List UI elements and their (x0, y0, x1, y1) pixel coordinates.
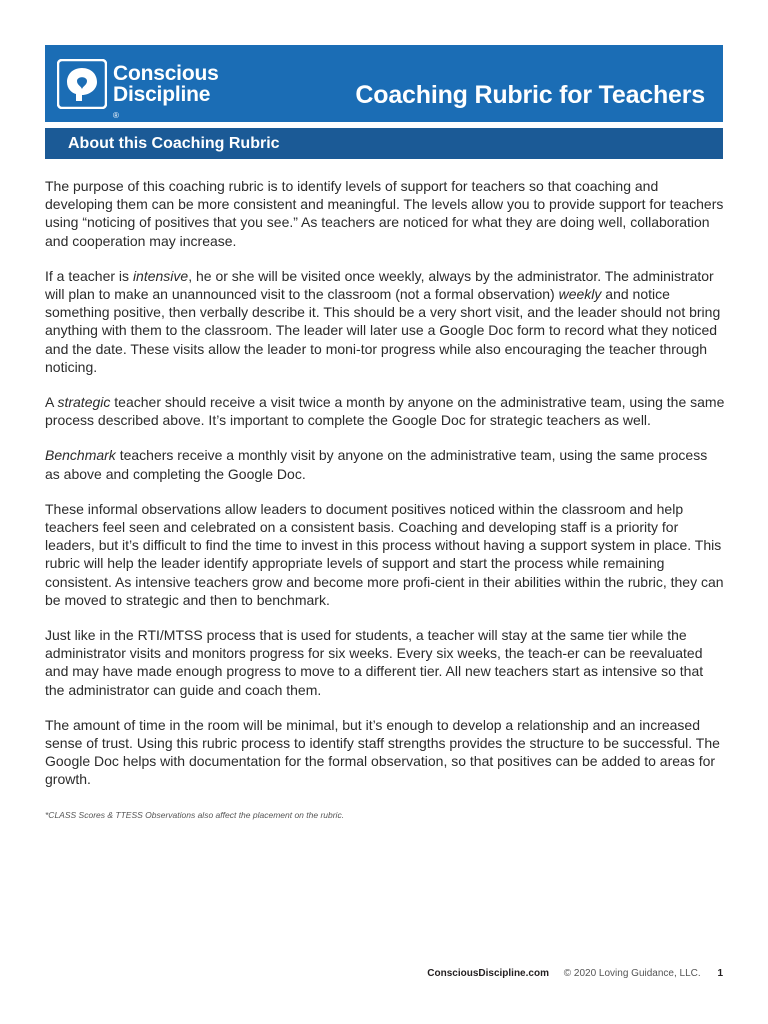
conscious-discipline-logo-icon (57, 59, 107, 109)
footer-website-link[interactable]: ConsciousDiscipline.com (427, 968, 549, 979)
text-run: teachers receive a monthly visit by anyone on the administrative team, using the same process as above and completing the Google Doc. (45, 447, 708, 482)
header-banner (45, 45, 723, 122)
paragraph-rti-mtss: Just like in the RTI/MTSS process that is used for students, a teacher will stay at the same tier while the administrator visits and monitors progress for six weeks. Every six weeks, the teach-er can be reevaluated and may have made enough progress to move to a different tier. All new teachers start as intensive so that the administrator can guide and coach them. (45, 627, 704, 698)
logo-wordmark (113, 63, 219, 126)
footer-copyright: © 2020 Loving Guidance, LLC. (563, 968, 701, 979)
section-heading-bar (45, 128, 723, 159)
text-run: teacher should receive a visit twice a month by anyone on the administrative team, using the same process described above. It’s important to complete the Google Doc for strategic teachers as well. (45, 394, 725, 429)
text-run: If a teacher is (45, 267, 133, 284)
paragraph-time-in-room: The amount of time in the room will be minimal, but it’s enough to develop a relationship and an increased sense of trust. Using this rubric process to identify staff strengths provides the structure to be successful. The Google Doc helps with documentation for the formal observation, so that positives can be added to areas for growth. (45, 716, 720, 788)
registered-mark: ® (113, 111, 119, 120)
paragraph-informal-observations: These informal observations allow leaders to document positives noticed within the classroom and help teachers feel seen and celebrated on a consistent basis. Coaching and developing staff is a priority for leaders, but it’s difficult to find the time to invest in this process without having a support system in place. This rubric will help the leader identify appropriate levels of support and start the process while remaining consistent. As intensive teachers grow and become more profi-cient in their abilities within the rubric, they can be moved to strategic and then to benchmark. (45, 500, 724, 608)
page-title: Coaching Rubric for Teachers (355, 81, 705, 109)
section-title: About this Coaching Rubric (68, 135, 280, 152)
paragraph-strategic (45, 393, 725, 429)
emphasis-intensive: intensive (132, 267, 189, 284)
logo-line-2: Discipline (113, 83, 211, 106)
logo-line-1: Conscious (113, 62, 219, 85)
emphasis-strategic: strategic (57, 394, 111, 411)
emphasis-benchmark: Benchmark (45, 447, 116, 464)
emphasis-weekly: weekly (558, 286, 602, 303)
page-footer (427, 968, 723, 979)
text-run: , he or she will be visited once weekly, always by the administrator. The administrator will plan to make an unannounced visit to the classroom (not a formal observation) (45, 267, 714, 303)
paragraph-benchmark (45, 446, 725, 482)
page-number: 1 (717, 968, 723, 979)
body-content (45, 177, 725, 841)
paragraph-intensive (45, 267, 725, 376)
text-run: A (45, 394, 58, 411)
logo (57, 59, 247, 120)
footnote: *CLASS Scores & TTESS Observations also affect the placement on the rubric. (45, 809, 345, 820)
text-run: and notice something positive, then verbally describe it. This should be a very short visit, and the leader should not bring anything with them to the classroom. The leader will later use a Google Doc form to record what they noticed and the date. These visits allow the leader to moni-tor progress while also encouraging the teacher through noticing. (45, 286, 721, 375)
paragraph-purpose: The purpose of this coaching rubric is to identify levels of support for teachers so that coaching and developing them can be more consistent and meaningful. The levels allow you to provide support for teachers using “noticing of positives that you see.” As teachers are noticed for what they are doing well, collaboration and cooperation may increase. (45, 178, 724, 249)
